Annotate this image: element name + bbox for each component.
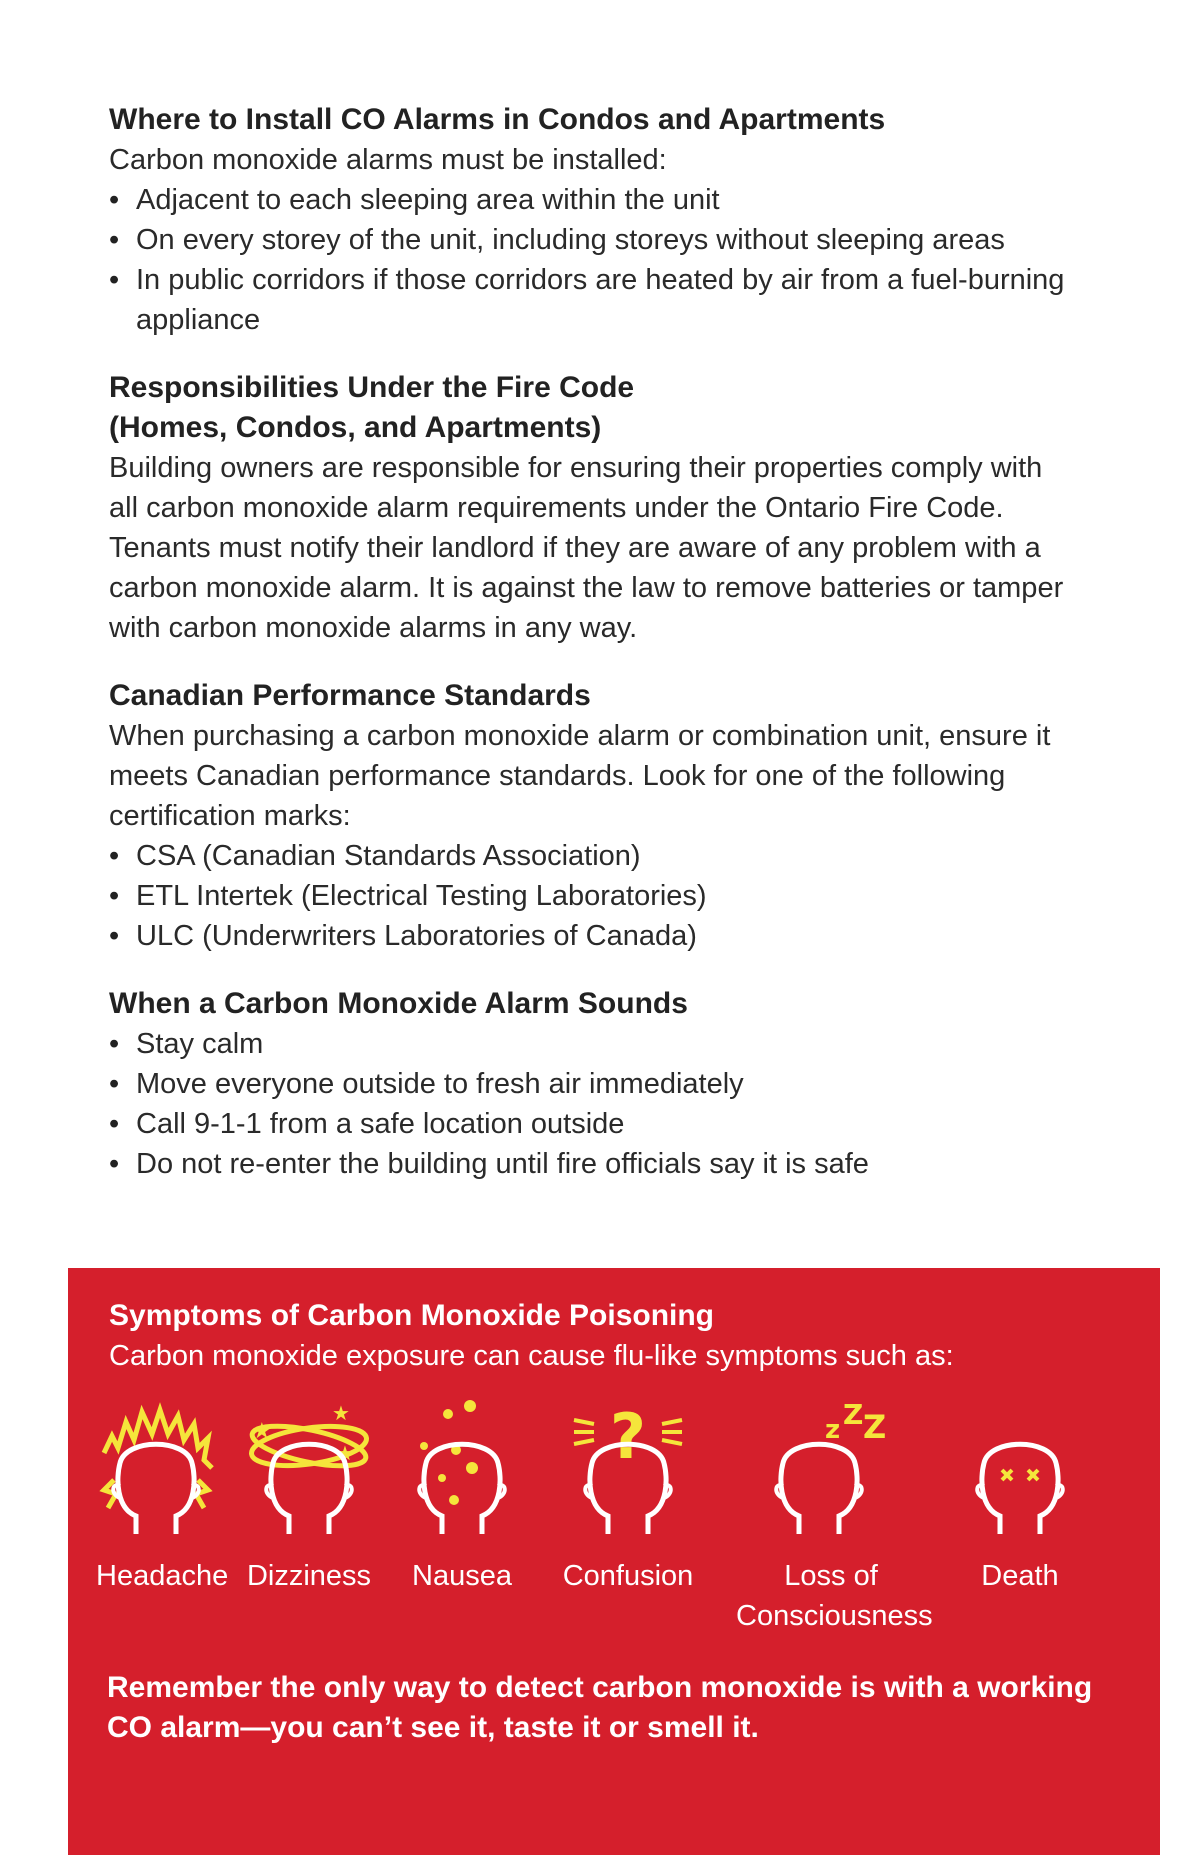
svg-text:★: ★ [332,1401,350,1425]
symptom-label: Death [981,1560,1059,1592]
loss-of-consciousness-icon [771,1398,891,1538]
install-heading: Where to Install CO Alarms in Condos and Apartments [109,103,886,136]
symptoms-intro: Carbon monoxide exposure can cause flu-like symptoms such as: [109,1340,954,1372]
list-item: • CSA (Canadian Standards Association) [109,836,1109,876]
list-item: • Adjacent to each sleeping area within the unit [109,180,1109,220]
symptom-label: Dizziness [246,1560,372,1592]
death-icon [960,1398,1080,1538]
nausea-icon [402,1398,522,1538]
symptom-loss-of-consciousness [736,1398,933,1636]
symptom-label [736,1556,933,1636]
svg-text:★: ★ [336,1441,354,1465]
symptom-confusion [558,1398,698,1596]
responsibilities-heading: Responsibilities Under the Fire Code [109,371,635,404]
list-item: • Do not re-enter the building until fire officials say it is safe [109,1144,1109,1184]
list-item: • On every storey of the unit, including storeys without sleeping areas [109,220,1109,260]
symptoms-heading: Symptoms of Carbon Monoxide Poisoning [109,1299,715,1332]
standards-heading: Canadian Performance Standards [109,679,591,712]
svg-text:z: z [825,1415,841,1445]
install-list [109,180,1109,340]
symptom-label: Nausea [412,1560,512,1592]
svg-text:Z: Z [843,1398,864,1431]
svg-text:★: ★ [252,1419,272,1444]
symptom-dizziness [244,1398,374,1596]
list-item: • In public corridors if those corridors are heated by air from a fuel-burning appliance [109,260,1096,340]
confusion-icon [568,1398,688,1538]
main-content [109,100,1109,1212]
responsibilities-section [109,368,1109,648]
alarm-sounds-list [109,1024,1109,1184]
responsibilities-subheading: (Homes, Condos, and Apartments) [109,411,602,444]
standards-body: When purchasing a carbon monoxide alarm or combination unit, ensure it meets Canadian performance standards. Look for one of the following certification marks: [109,720,1051,832]
symptom-label: Confusion [562,1560,694,1592]
symptom-headache [96,1398,229,1596]
install-intro: Carbon monoxide alarms must be installed: [109,144,667,176]
svg-text:?: ? [610,1400,646,1473]
svg-text:Z: Z [863,1408,887,1446]
standards-list [109,836,1109,956]
symptom-label-line1: Loss of [784,1560,878,1592]
list-item: • Call 9-1-1 from a safe location outside [109,1104,1109,1144]
symptom-death [960,1398,1080,1596]
list-item: • Stay calm [109,1024,1109,1064]
standards-section [109,676,1109,956]
symptom-label: Headache [96,1560,229,1592]
list-item: • Move everyone outside to fresh air immediately [109,1064,1109,1104]
alarm-sounds-section [109,984,1109,1184]
remember-statement: Remember the only way to detect carbon monoxide is with a working CO alarm—you can’t see it, taste it or smell it. [107,1671,1093,1744]
list-item: • ULC (Underwriters Laboratories of Canada) [109,916,1109,956]
headache-icon [96,1398,216,1538]
symptom-nausea [402,1398,522,1596]
responsibilities-body: Building owners are responsible for ensuring their properties comply with all carbon monoxide alarm requirements under the Ontario Fire Code. Tenants must notify their landlord if they are aware of any problem with a carbon monoxide alarm. It is against the law to remove batteries or tamper with carbon monoxide alarms in any way. [109,452,1064,644]
dizziness-icon [244,1398,374,1538]
symptom-label-line2: Consciousness [736,1600,933,1632]
alarm-sounds-heading: When a Carbon Monoxide Alarm Sounds [109,987,688,1020]
symptoms-panel [68,1268,1160,1855]
list-item: • ETL Intertek (Electrical Testing Laboratories) [109,876,1109,916]
install-section [109,100,1109,340]
